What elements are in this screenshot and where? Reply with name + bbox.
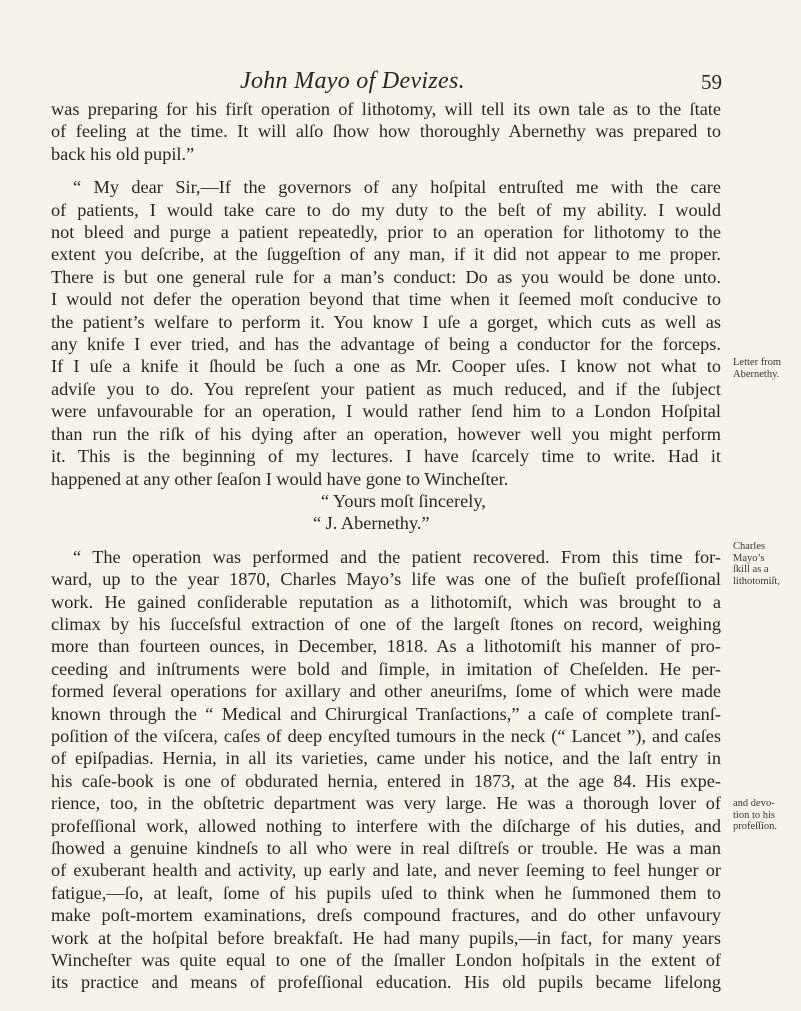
margin-note-line: Abernethy. bbox=[733, 368, 780, 380]
text-line: “ The operation was performed and the patient recovered. From this time for- bbox=[73, 546, 721, 567]
text-line: If I uſe a knife it ſhould be ſuch a one as Mr. Cooper uſes. I know not what to bbox=[51, 356, 721, 377]
text-line: work at the hoſpital before breakfaſt. He had many pupils,—in fact, for many years bbox=[51, 927, 721, 948]
text-line: of feeling at the time. It will alſo ſhow how thoroughly Abernethy was prepared to bbox=[51, 121, 721, 142]
margin-note-line: ſkill as a bbox=[733, 564, 769, 575]
text-line: profeſſional work, allowed nothing to interfere with the diſcharge of his duties, and bbox=[51, 815, 721, 836]
margin-note-line: profeſſion. bbox=[733, 821, 778, 832]
margin-note-line: Mayo’s bbox=[733, 552, 765, 564]
text-line: “ My dear Sir,—If the governors of any hoſpital entruſted me with the care bbox=[73, 177, 721, 198]
text-line: fatigue,—ſo, at leaſt, ſome of his pupils uſed to think when he ſummoned them to bbox=[51, 882, 721, 903]
text-line: not bleed and purge a patient repeatedly, prior to an operation for lithotomy to the bbox=[51, 222, 721, 243]
text-line: the patient’s welfare to perform it. You know I uſe a gorget, which cuts as well as bbox=[51, 311, 721, 332]
text-line: than run the riſk of his dying after an operation, however well you might perform bbox=[51, 423, 721, 444]
margin-note-line: and devo- bbox=[733, 798, 775, 809]
margin-note-devotion bbox=[733, 798, 799, 833]
margin-note-line: Charles bbox=[733, 541, 766, 552]
text-line: was preparing for his firſt operation of lithotomy, will tell its own tale as to the ſtate bbox=[51, 99, 721, 119]
margin-note-line: lithotomiſt, bbox=[733, 575, 780, 587]
letter-signature: “ J. Abernethy.” bbox=[313, 513, 430, 534]
text-line: climax by his ſucceſsful extraction of one of the largeſt ſtones on record, weighing bbox=[51, 613, 721, 634]
text-line: poſition of the viſcera, caſes of deep encyſted tumours in the neck (“ Lancet ”), and caſes bbox=[51, 725, 721, 746]
text-line: adviſe you to do. You repreſent your patient as much reduced, and if the ſubject bbox=[51, 378, 721, 399]
text-line: back his old pupil.” bbox=[51, 143, 195, 164]
letter-closing: “ Yours moſt ſincerely, bbox=[321, 490, 486, 511]
text-line: ceeding and inſtruments were bold and ſimple, in imitation of Cheſelden. He per- bbox=[51, 658, 721, 679]
text-line: happened at any other ſeaſon I would have gone to Wincheſter. bbox=[51, 468, 509, 489]
text-line: his caſe-book is one of obdurated hernia, entered in 1873, at the age 84. His expe- bbox=[51, 770, 721, 791]
text-line: ſhowed a genuine kindneſs to all who were in real diſtreſs or trouble. He was a man bbox=[51, 838, 721, 858]
text-line: were unfavourable for an operation, I would rather ſend him to a London Hoſpital bbox=[51, 401, 721, 422]
text-line: Wincheſter was quite equal to one of the ſmaller London hoſpitals in the extent of bbox=[51, 950, 721, 971]
text-line: extent you deſcribe, at the ſuggeſtion of any man, if it did not appear to me proper. bbox=[51, 244, 721, 265]
text-line: more than fourteen ounces, in December, 1818. As a lithotomiſt his manner of pro- bbox=[51, 636, 721, 657]
text-line: rience, too, in the obſtetric department was very large. He was a thorough lover of bbox=[51, 793, 721, 814]
text-line: of patients, I would take care to do my duty to the beſt of my ability. I would bbox=[51, 199, 721, 220]
text-line: any knife I ever tried, and has the advantage of being a conductor for the forceps. bbox=[51, 334, 721, 355]
body-text bbox=[51, 98, 721, 994]
page-number: 59 bbox=[701, 70, 722, 94]
running-title: John Mayo of Devizes. bbox=[240, 68, 465, 94]
paragraph-intro bbox=[51, 98, 721, 165]
text-line: ward, up to the year 1870, Charles Mayo’s life was one of the buſieſt profeſſional bbox=[51, 569, 721, 590]
margin-note-line: Letter from bbox=[733, 357, 782, 368]
text-line: of exuberant health and activity, up early and late, and never ſeeming to feel hunger or bbox=[51, 860, 721, 881]
text-line: I would not defer the operation beyond that time when it ſeemed moſt conducive to bbox=[51, 289, 721, 310]
text-line: it. This is the beginning of my lectures. I have ſcarcely time to write. Had it bbox=[51, 446, 721, 467]
paragraph-biography bbox=[51, 546, 721, 994]
paragraph-letter bbox=[51, 176, 721, 490]
text-line: work. He gained conſiderable reputation as a lithotomiſt, which was brought to a bbox=[51, 591, 721, 612]
text-line: its practice and means of profeſſional education. His old pupils became lifelong bbox=[51, 972, 721, 993]
text-line: make poſt-mortem examinations, dreſs compound fractures, and do other unfavoury bbox=[51, 905, 721, 926]
margin-note-letter bbox=[733, 357, 799, 380]
text-line: There is but one general rule for a man’s conduct: Do as you would be done unto. bbox=[51, 266, 721, 287]
text-line: formed ſeveral operations for axillary and other aneuriſms, ſome of which were made bbox=[51, 681, 721, 702]
margin-note-line: tion to his bbox=[733, 809, 776, 821]
text-line: of epiſpadias. Hernia, in all its varieties, came under his notice, and the laſt entry in bbox=[51, 748, 721, 769]
margin-note-skill bbox=[733, 541, 799, 587]
text-line: known through the “ Medical and Chirurgical Tranſactions,” a caſe of complete tranſ- bbox=[51, 703, 721, 724]
